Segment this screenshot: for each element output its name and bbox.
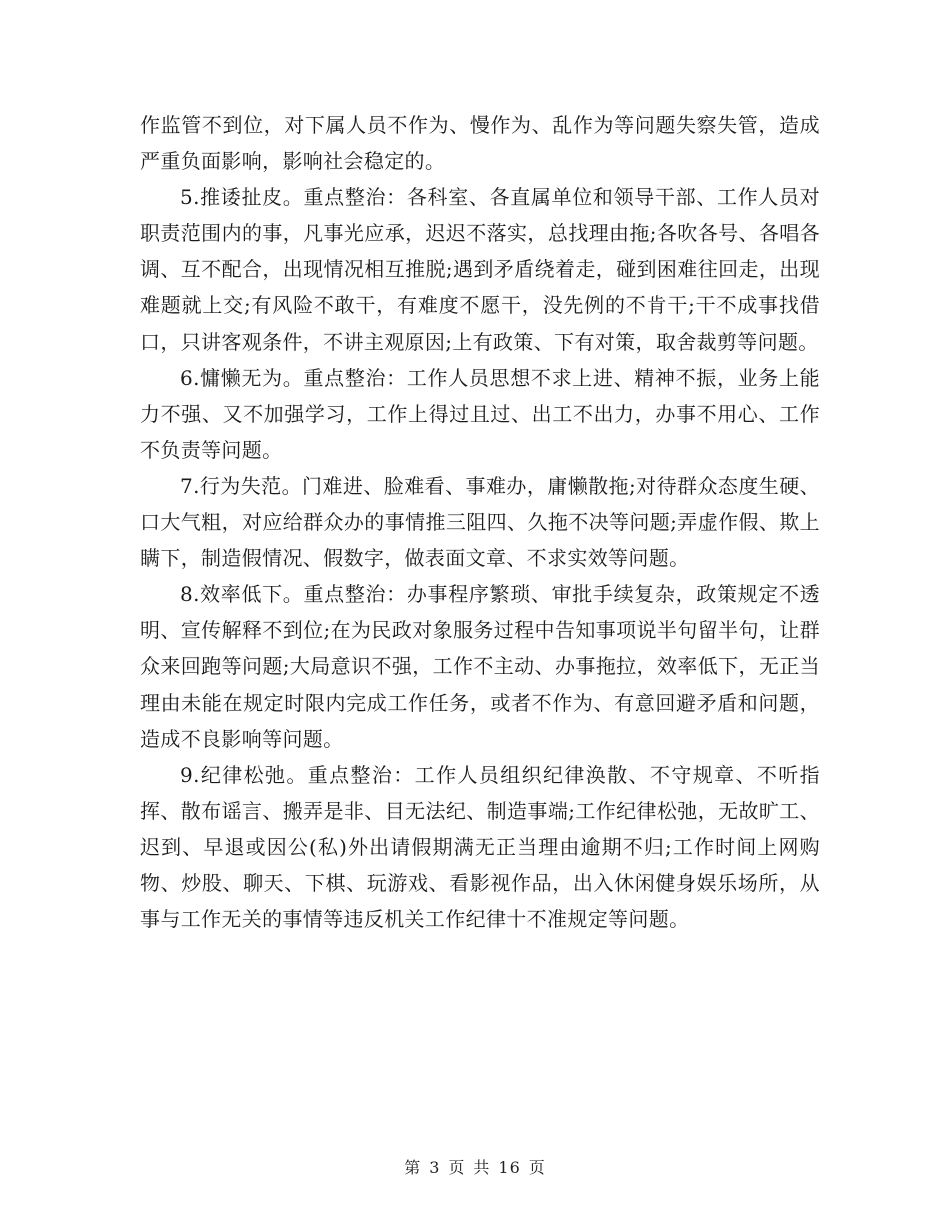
paragraph-item-7: 7.行为失范。门难进、脸难看、事难办，庸懒散拖;对待群众态度生硬、口大气粗，对应给群众办的事情推三阻四、久拖不决等问题;弄虚作假、欺上瞒下，制造假情况、假数字，做表面文章、不求实效等问题。 [140, 473, 820, 571]
paragraph-item-6: 6.慵懒无为。重点整治：工作人员思想不求上进、精神不振，业务上能力不强、又不加强学习，工作上得过且过、出工不出力，办事不用心、工作不负责等问题。 [140, 365, 820, 462]
footer-total-word: 共 [473, 1158, 491, 1177]
footer-page-word: 页 [448, 1158, 466, 1177]
paragraph-item-8: 8.效率低下。重点整治：办事程序繁琐、审批手续复杂，政策规定不透明、宣传解释不到位;在为民政对象服务过程中告知事项说半句留半句，让群众来回跑等问题;大局意识不强，工作不主动、办事拖拉，效率低下，无正当理由未能在规定时限内完成工作任务，或者不作为、有意回避矛盾和问题，造成不良影响等问题。 [140, 582, 820, 751]
footer-total-pages: 16 [498, 1158, 521, 1177]
footer-current-page: 3 [429, 1158, 441, 1177]
document-body [140, 107, 820, 937]
page-footer [0, 1155, 950, 1178]
paragraph-continuation: 作监管不到位，对下属人员不作为、慢作为、乱作为等问题失察失管，造成严重负面影响，影响社会稳定的。 [140, 113, 820, 174]
paragraph-item-9: 9.纪律松弛。重点整治：工作人员组织纪律涣散、不守规章、不听指挥、散布谣言、搬弄是非、目无法纪、制造事端;工作纪律松弛，无故旷工、迟到、早退或因公(私)外出请假期满无正当理由逾期不归;工作时间上网购物、炒股、聊天、下棋、玩游戏、看影视作品，出入休闲健身娱乐场所，从事与工作无关的事情等违反机关工作纪律十不准规定等问题。 [140, 762, 820, 932]
footer-prefix: 第 [404, 1158, 422, 1177]
footer-suffix: 页 [528, 1158, 546, 1177]
paragraph-item-5: 5.推诿扯皮。重点整治：各科室、各直属单位和领导干部、工作人员对职责范围内的事，凡事光应承，迟迟不落实，总找理由拖;各吹各号、各唱各调、互不配合，出现情况相互推脱;遇到矛盾绕着走，碰到困难往回走，出现难题就上交;有风险不敢干，有难度不愿干，没先例的不肯干;干不成事找借口，只讲客观条件，不讲主观原因;上有政策、下有对策，取舍裁剪等问题。 [140, 185, 820, 354]
